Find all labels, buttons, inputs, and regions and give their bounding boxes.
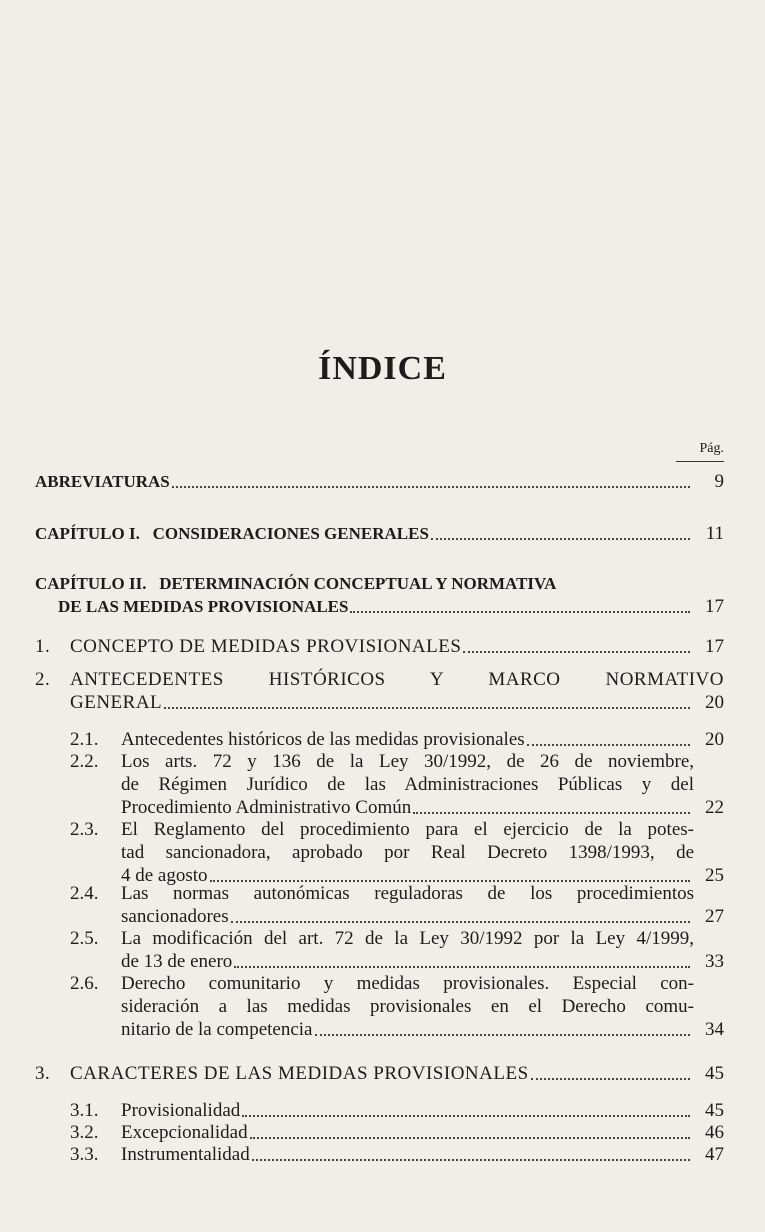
toc-entry-2-2 (121, 796, 724, 819)
toc-page-number: 45 (705, 1100, 724, 1121)
subsection-number: 3.3. (70, 1144, 99, 1165)
toc-entry-2-1 (121, 728, 724, 751)
toc-page-number: 25 (705, 865, 724, 886)
subsection-number: 2.1. (70, 729, 99, 750)
toc-entry-chapter-1 (35, 522, 724, 545)
leader-dots (315, 1034, 691, 1036)
toc-label: ABREVIATURAS (35, 472, 170, 491)
toc-page-number: 33 (705, 951, 724, 972)
toc-page-number: 11 (705, 523, 724, 544)
toc-label: Excepcionalidad (121, 1122, 248, 1143)
leader-dots (164, 707, 690, 709)
toc-label: Instrumentalidad (121, 1144, 250, 1165)
subsection-number: 2.5. (70, 928, 99, 949)
toc-entry-2-2-line2: de Régimen Jurídico de las Administraciones Públicas y del (121, 774, 694, 795)
toc-entry-section-3 (70, 1062, 724, 1085)
toc-page-number: 9 (714, 471, 724, 492)
toc-label: Procedimiento Administrativo Común (121, 797, 412, 818)
toc-entry-3-1 (121, 1099, 724, 1122)
toc-page-number: 45 (705, 1063, 724, 1084)
toc-entry-3-2 (121, 1121, 724, 1144)
toc-entry-2-6 (121, 1018, 724, 1041)
leader-dots (250, 1137, 690, 1139)
toc-page-number: 22 (705, 797, 724, 818)
subsection-number: 2.3. (70, 819, 99, 840)
subsection-number: 2.2. (70, 751, 99, 772)
leader-dots (172, 486, 690, 488)
leader-dots (242, 1115, 690, 1117)
toc-page-number: 17 (705, 636, 724, 657)
leader-dots (463, 651, 690, 653)
toc-page-number: 20 (705, 692, 724, 713)
toc-entry-2-6-line2: sideración a las medidas provisionales en el Derecho comu- (121, 996, 694, 1017)
leader-dots (350, 611, 690, 613)
section-number: 2. (35, 669, 51, 690)
toc-label: CONCEPTO DE MEDIDAS PROVISIONALES (70, 636, 462, 657)
toc-entry-chapter-2 (58, 595, 724, 618)
toc-page-number: 17 (705, 596, 724, 617)
subsection-number: 3.2. (70, 1122, 99, 1143)
toc-entry-2-5-line1: La modificación del art. 72 de la Ley 30/1992 por la Ley 4/1999, (121, 928, 694, 949)
subsection-number: 2.6. (70, 973, 99, 994)
toc-label: CARACTERES DE LAS MEDIDAS PROVISIONALES (70, 1063, 529, 1084)
toc-label: sancionadores (121, 906, 229, 927)
toc-label: CAPÍTULO I. CONSIDERACIONES GENERALES (35, 524, 429, 543)
leader-dots (431, 538, 690, 540)
toc-entry-2-2-line1: Los arts. 72 y 136 de la Ley 30/1992, de 26 de noviembre, (121, 751, 694, 772)
toc-label: Provisionalidad (121, 1100, 241, 1121)
toc-page-number: 34 (705, 1019, 724, 1040)
section-number: 1. (35, 636, 51, 657)
toc-page-number: 27 (705, 906, 724, 927)
leader-dots (234, 966, 690, 968)
toc-entry-2-4-line1: Las normas autonómicas reguladoras de los procedimientos (121, 883, 694, 904)
page-column-header: Pág. (699, 441, 724, 456)
toc-page-number: 47 (705, 1144, 724, 1165)
leader-dots (531, 1078, 690, 1080)
subsection-number: 3.1. (70, 1100, 99, 1121)
page-title: ÍNDICE (318, 350, 447, 387)
leader-dots (231, 921, 690, 923)
toc-entry-chapter-2-line1: CAPÍTULO II. DETERMINACIÓN CONCEPTUAL Y NORMATIVA (35, 574, 557, 593)
section-number: 3. (35, 1063, 51, 1084)
toc-page-number: 46 (705, 1122, 724, 1143)
toc-page-number: 20 (705, 729, 724, 750)
toc-entry-2-3-line2: tad sancionadora, aprobado por Real Decreto 1398/1993, de (121, 842, 694, 863)
leader-dots (413, 812, 690, 814)
toc-label: DE LAS MEDIDAS PROVISIONALES (58, 597, 349, 616)
header-rule (676, 461, 724, 462)
toc-entry-section-1 (70, 635, 724, 658)
toc-label: de 13 de enero (121, 951, 233, 972)
subsection-number: 2.4. (70, 883, 99, 904)
toc-entry-2-3-line1: El Reglamento del procedimiento para el ejercicio de la potes- (121, 819, 694, 840)
toc-entry-3-3 (121, 1143, 724, 1166)
toc-label: nitario de la competencia (121, 1019, 313, 1040)
toc-entry-abreviaturas (35, 470, 724, 493)
leader-dots (527, 744, 690, 746)
leader-dots (252, 1159, 690, 1161)
toc-label: Antecedentes históricos de las medidas provisionales (121, 729, 525, 750)
toc-entry-2-6-line1: Derecho comunitario y medidas provisionales. Especial con- (121, 973, 694, 994)
toc-label: 4 de agosto (121, 865, 208, 886)
toc-entry-2-5 (121, 950, 724, 973)
toc-entry-2-4 (121, 905, 724, 928)
toc-label: GENERAL (70, 692, 163, 713)
toc-entry-section-2 (70, 691, 724, 714)
toc-entry-section-2-line1: ANTECEDENTES HISTÓRICOS Y MARCO NORMATIVO (70, 669, 724, 690)
